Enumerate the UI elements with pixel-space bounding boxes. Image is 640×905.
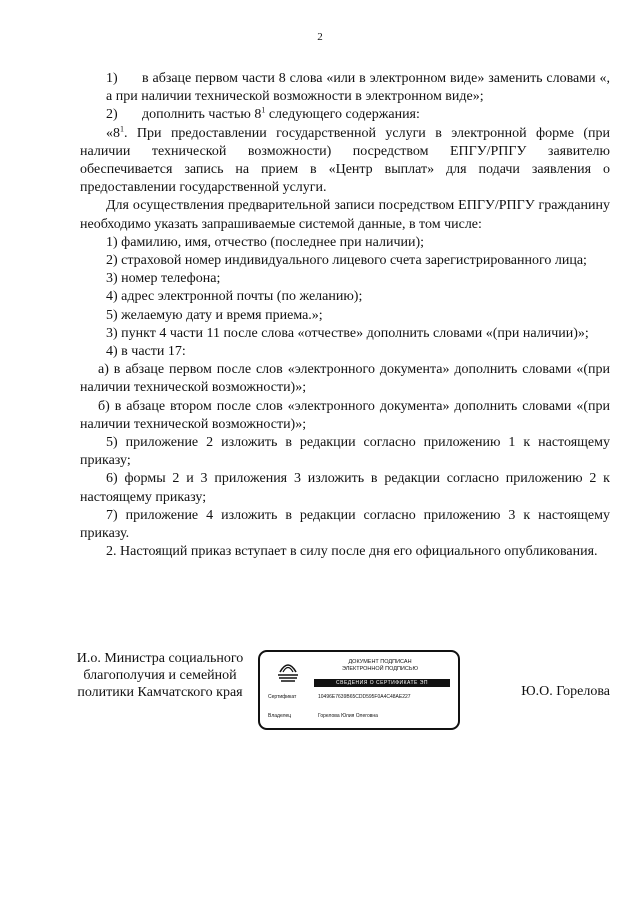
certificate-row: Сертификат 10496E7639B65CDD595F0A4C48AE227 [268, 694, 411, 700]
paragraph-1: 1) в абзаце первом части 8 слова «или в электронном виде» заменить словами «, а при наличии технической возможности в электронном виде»; [106, 71, 610, 105]
digital-signature-stamp: ДОКУМЕНТ ПОДПИСАН ЭЛЕКТРОННОЙ ПОДПИСЬЮ СВЕДЕНИЯ О СЕРТИФИКАТЕ ЭП Сертификат 10496E7639B65CDD595F0A4C48AE227 Владелец Горелова Юлия Олеговна [258, 650, 460, 730]
paragraph-4: Для осуществления предварительной записи посредством ЕПГУ/РПГУ гражданину необходимо указать запрашиваемые системой данные, в том числе: [80, 198, 610, 232]
list-item: 3) номер телефона; [106, 271, 221, 287]
list-item: 2) страховой номер индивидуального лицевого счета зарегистрированного лица; [106, 253, 587, 269]
certificate-info-bar: СВЕДЕНИЯ О СЕРТИФИКАТЕ ЭП [314, 679, 450, 687]
list-item: 3) пункт 4 части 11 после слова «отчестве» дополнить словами «(при наличии)»; [106, 325, 589, 341]
list-item: 7) приложение 4 изложить в редакции согласно приложению 3 к настоящему приказу. [80, 507, 610, 542]
paragraph-3: «$8^1$. При предоставлении государственной услуги в электронной форме (при наличии технической возможности) посредством ЕПГУ/РПГУ заявителю обеспечивается запись на прием в «Центр выплат» для подачи заявления о предоставлении государственной услуги. [80, 123, 610, 196]
owner-row: Владелец Горелова Юлия Олеговна [268, 713, 378, 719]
emblem-icon [277, 658, 299, 684]
page-number: 2 [317, 31, 323, 43]
paragraph-final: 2. Настоящий приказ вступает в силу после дня его официального опубликования. [106, 544, 598, 560]
list-item: 5) желаемую дату и время приема.»; [106, 307, 323, 323]
signatory-title: И.о. Министра социального благополучия и семейной политики Камчатского края [76, 651, 244, 700]
signatory-name: Ю.О. Горелова [521, 684, 610, 699]
list-item: 6) формы 2 и 3 приложения 3 изложить в редакции согласно приложению 2 к настоящему приказу; [80, 471, 610, 505]
paragraph-2: 2) дополнить частью $8^1$ следующего содержания: [106, 105, 420, 123]
list-item: б) в абзаце втором после слов «электронного документа» дополнить словами «(при наличии технической возможности)»; [80, 398, 610, 432]
list-item: 4) в части 17: [106, 344, 186, 360]
list-item: 1) фамилию, имя, отчество (последнее при наличии); [106, 234, 425, 250]
document-body [80, 70, 610, 561]
list-item: 4) адрес электронной почты (по желанию); [106, 289, 363, 305]
list-item: 5) приложение 2 изложить в редакции согласно приложению 1 к настоящему приказу; [80, 435, 610, 469]
list-item: а) в абзаце первом после слов «электронного документа» дополнить словами «(при наличии технической возможности)»; [80, 362, 610, 396]
